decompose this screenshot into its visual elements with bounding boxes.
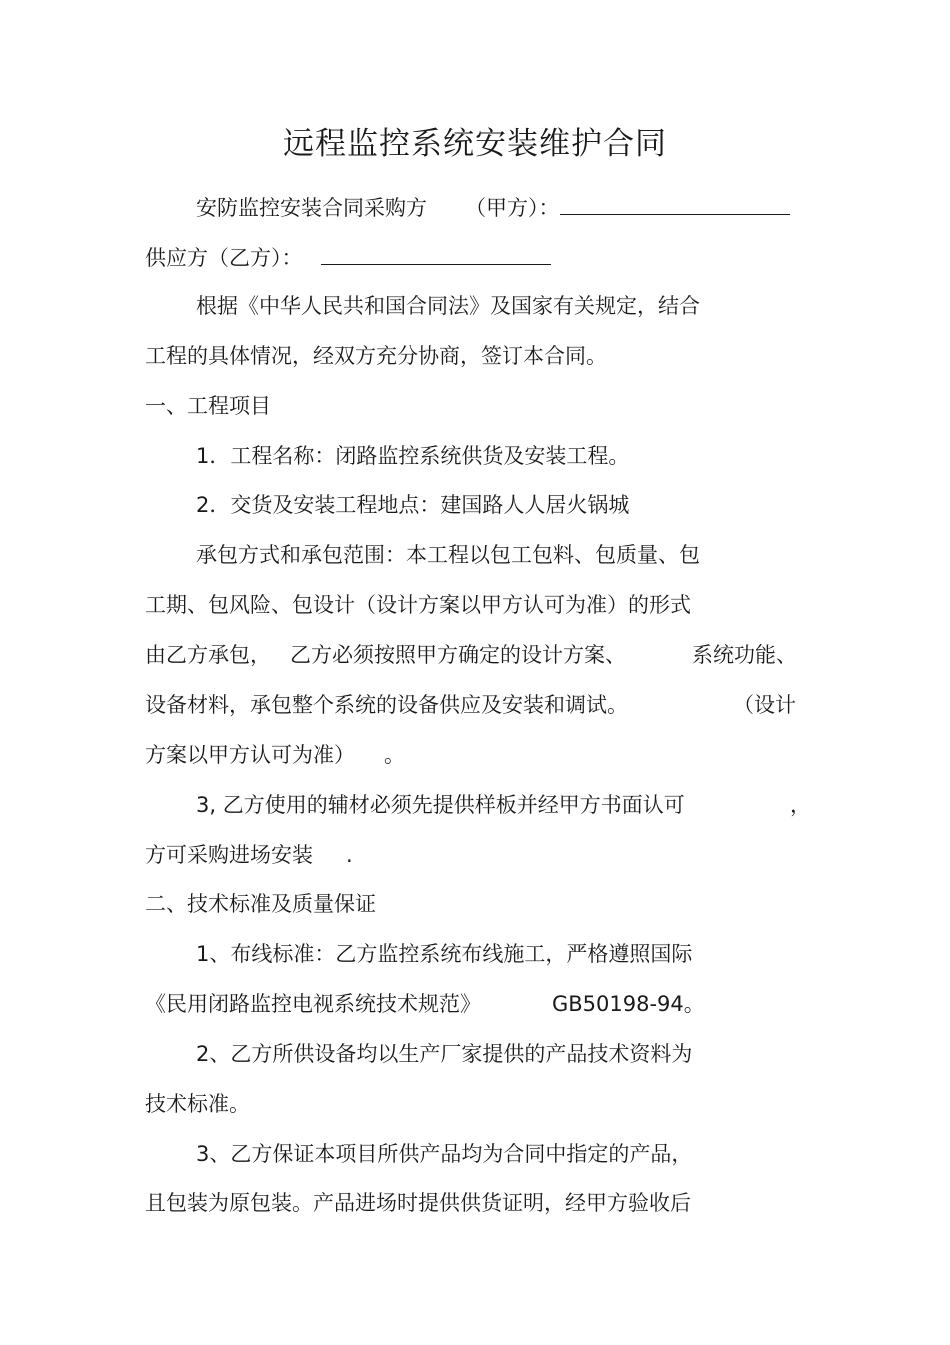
party-a-paren: （甲方）： [465,196,560,220]
item-3-line-2b: . [346,843,353,867]
intro-line-2: 工程的具体情况，经双方充分协商，签订本合同。 [145,344,607,368]
scope-line-3b: 乙方必须按照甲方确定的设计方案、 [290,643,626,667]
item-3-line-1b: ， [790,793,811,817]
item-1: 1．工程名称：闭路监控系统供货及安装工程。 [196,444,630,468]
standard-1-line-2a: 《民用闭路监控电视系统技术规范》 [145,992,481,1016]
standard-2-line-1: 2、乙方所供设备均以生产厂家提供的产品技术资料为 [196,1042,693,1066]
scope-line-4a: 设备材料，承包整个系统的设备供应及安装和调试。 [145,693,628,717]
item-2: 2．交货及安装工程地点：建国路人人居火锅城 [196,493,630,517]
scope-line-4b: （设计 [733,693,796,717]
party-b-label: 供应方（乙方）： [145,246,303,270]
scope-line-5b: 。 [384,743,405,767]
party-a-label: 安防监控安装合同采购方 [196,196,427,220]
party-a-line [196,192,790,223]
standard-3-line-1: 3、乙方保证本项目所供产品均为合同中指定的产品， [196,1142,693,1166]
party-b-blank [321,242,551,265]
scope-line-3c: 系统功能、 [692,643,797,667]
scope-line-5a: 方案以甲方认可为准） [145,743,355,767]
document-title: 远程监控系统安装维护合同 [283,126,667,162]
section-1-heading: 一、工程项目 [145,394,271,418]
intro-line-1: 根据《中华人民共和国合同法》及国家有关规定，结合 [196,294,700,318]
item-3-line-1a: 3, 乙方使用的辅材必须先提供样板并经甲方书面认可 [196,793,685,817]
standard-2-line-2: 技术标准。 [145,1092,250,1116]
section-2-heading: 二、技术标准及质量保证 [145,892,376,916]
standard-1-line-1: 1、布线标准：乙方监控系统布线施工，严格遵照国际 [196,942,693,966]
standard-3-line-2: 且包装为原包装。产品进场时提供供货证明，经甲方验收后 [145,1191,691,1215]
standard-1-line-2b: GB50198-94。 [552,992,705,1016]
item-3-line-2a: 方可采购进场安装 [145,843,313,867]
scope-line-3a: 由乙方承包， [145,643,271,667]
party-a-blank [560,192,790,215]
scope-line-1: 承包方式和承包范围：本工程以包工包料、包质量、包 [196,543,700,567]
party-b-line [145,242,551,273]
scope-line-2: 工期、包风险、包设计（设计方案以甲方认可为准）的形式 [145,593,691,617]
